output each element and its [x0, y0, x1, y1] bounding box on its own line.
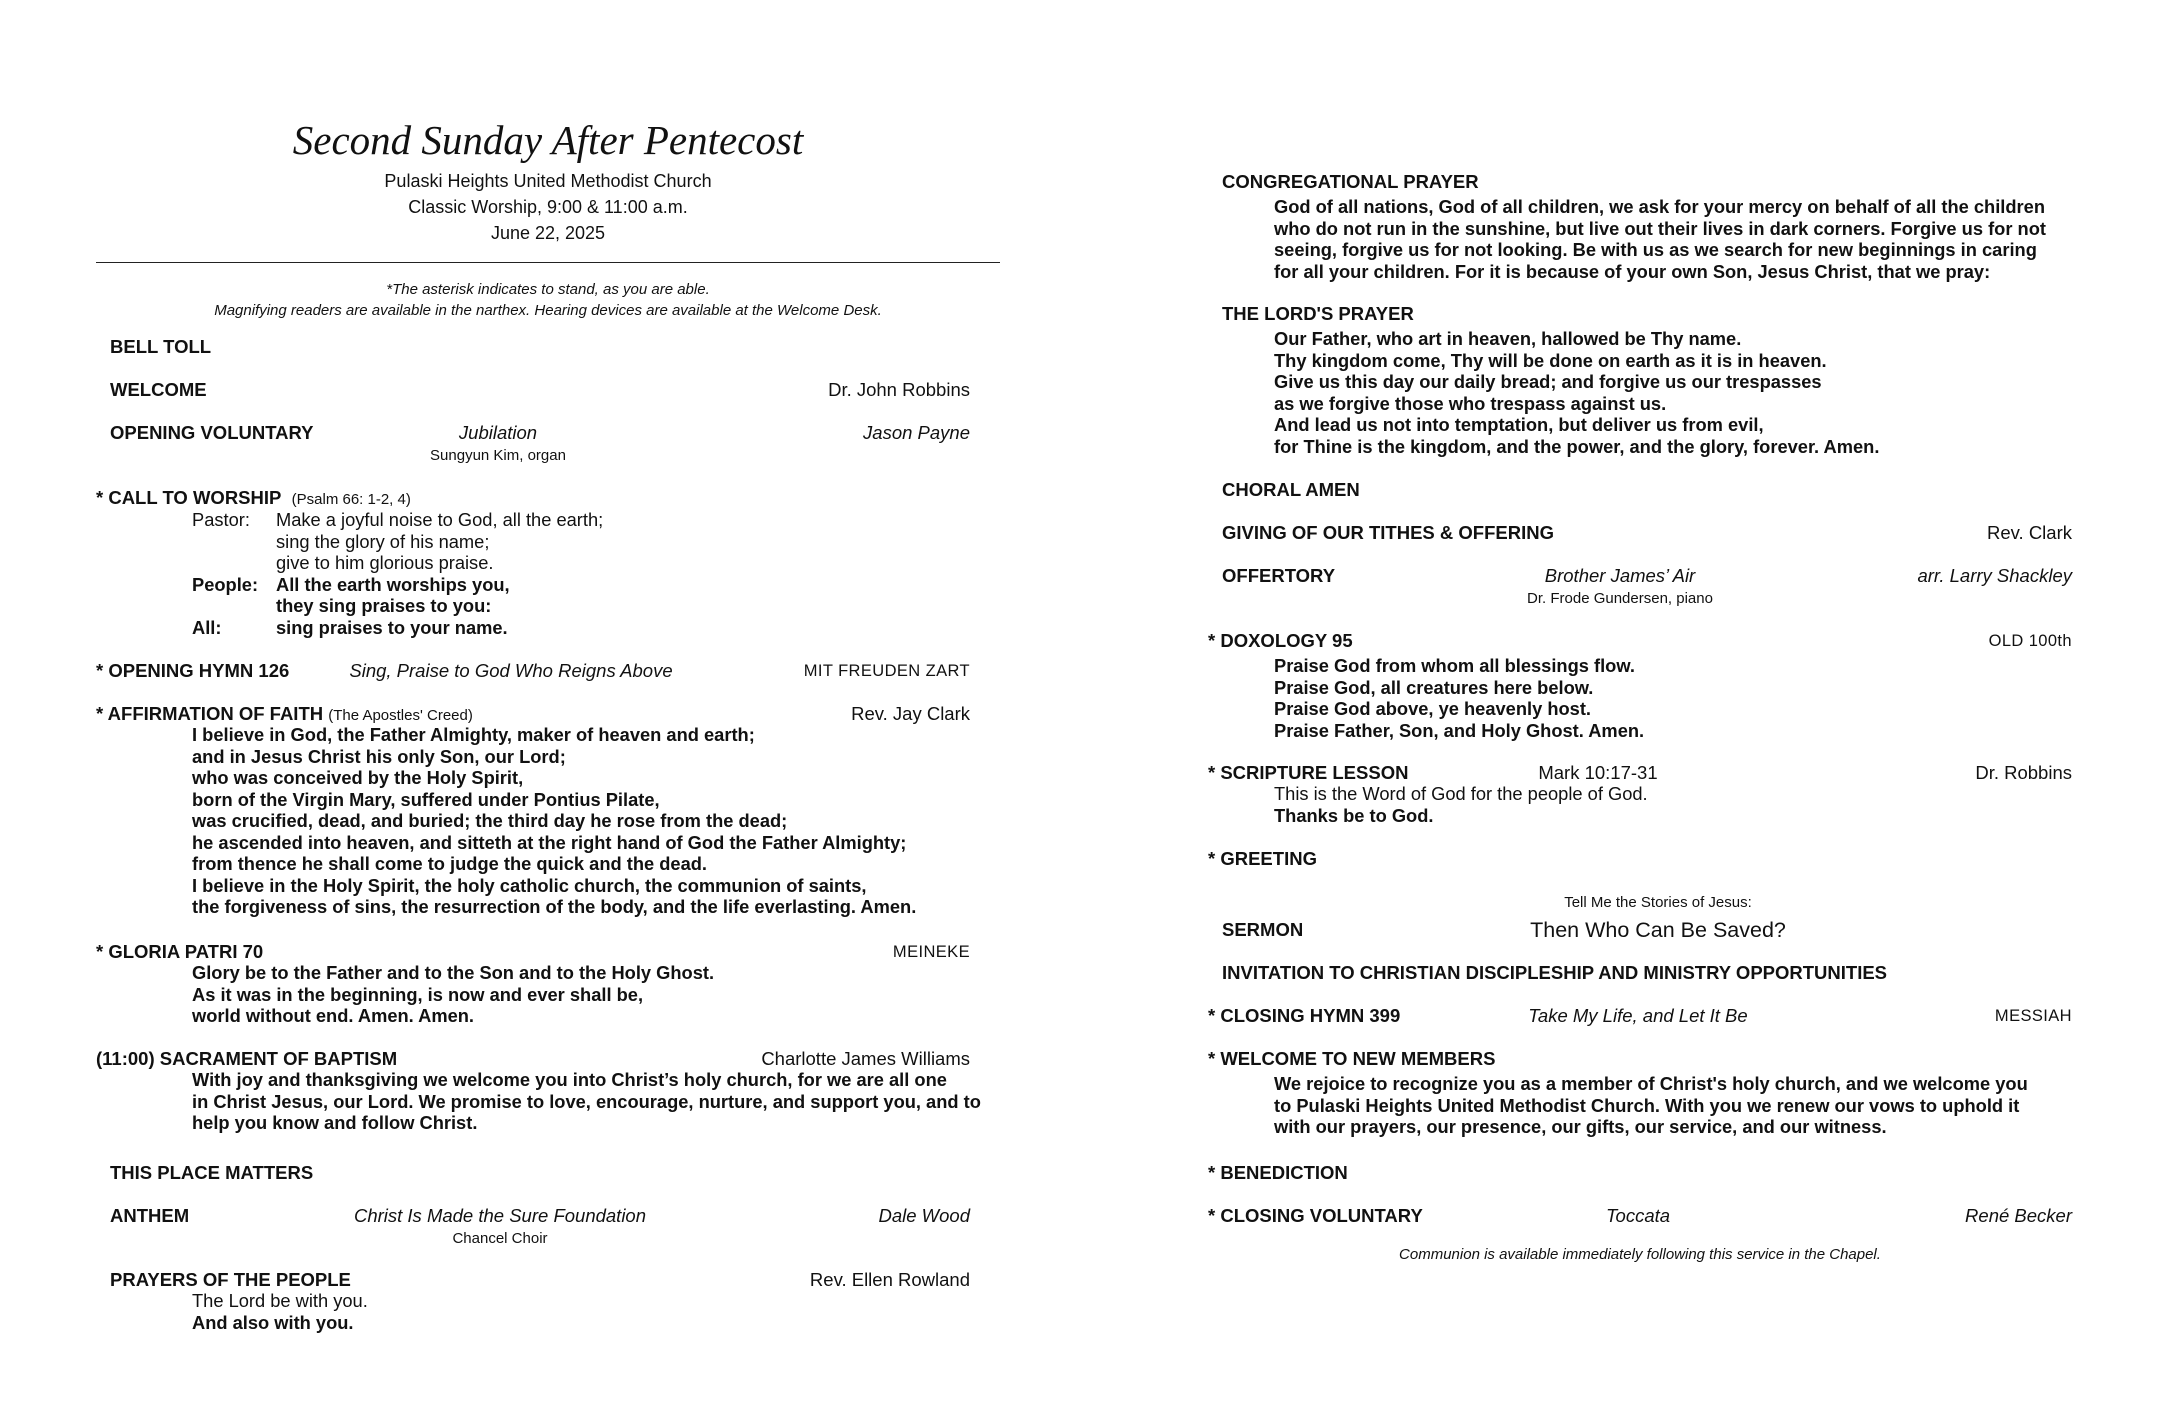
sermon-title: Then Who Can Be Saved?: [1530, 918, 1786, 942]
doxology-label: * DOXOLOGY 95: [1208, 630, 1353, 651]
doxology-tune: OLD 100th: [1988, 632, 2072, 650]
congregational-prayer-text: [1274, 196, 2046, 282]
doxology-line: Praise God, all creatures here below.: [1274, 676, 1594, 698]
baptism-name: Charlotte James Williams: [761, 1048, 970, 1069]
speaker-label: [192, 595, 276, 617]
closing-voluntary-composer: René Becker: [1965, 1205, 2072, 1226]
opening-voluntary-title: Jubilation: [458, 422, 538, 443]
lords-prayer-line: as we forgive those who trespass against us.: [1274, 392, 1667, 414]
response-text: they sing praises to you:: [276, 595, 492, 616]
scripture-leader: Dr. Robbins: [1975, 762, 2072, 783]
response-text: sing praises to your name.: [276, 616, 508, 638]
opening-hymn-title: Sing, Praise to God Who Reigns Above: [349, 660, 673, 681]
baptism-line: With joy and thanksgiving we welcome you into Christ’s holy church, for we are all one: [192, 1069, 947, 1090]
opening-voluntary-label: OPENING VOLUNTARY: [110, 422, 314, 443]
responsive-line: [192, 531, 603, 553]
creed-line: who was conceived by the Holy Spirit,: [192, 767, 524, 788]
welcome-row: [110, 376, 970, 404]
closing-hymn-row: [1208, 1002, 2072, 1030]
lords-prayer-line: Give us this day our daily bread; and forgive us our trespasses: [1274, 371, 1822, 392]
right-panel: [1208, 0, 2072, 1408]
opening-hymn-label: * OPENING HYMN 126: [96, 660, 290, 681]
creed-line: he ascended into heaven, and sitteth at the right hand of God the Father Almighty;: [192, 831, 907, 853]
service-times: Classic Worship, 9:00 & 11:00 a.m.: [408, 197, 688, 217]
doxology-line: Praise God from whom all blessings flow.: [1274, 655, 1635, 676]
benediction-label: * BENEDICTION: [1208, 1162, 1348, 1183]
offertory-composer: arr. Larry Shackley: [1917, 565, 2072, 586]
response-text: Make a joyful noise to God, all the earth;: [276, 509, 604, 530]
congregational-prayer-line: who do not run in the sunshine, but live out their lives in dark corners. Forgive us for not: [1274, 217, 2046, 239]
gloria-patri-label: * GLORIA PATRI 70: [96, 941, 264, 962]
new-members-text: [1274, 1073, 2028, 1138]
giving-leader: Rev. Clark: [1987, 522, 2072, 543]
giving-row: [1222, 519, 2072, 547]
scripture-line-2: Thanks be to God.: [1274, 804, 1434, 826]
offertory-title: Brother James’ Air: [1544, 565, 1696, 586]
creed-line: the forgiveness of sins, the resurrection of the body, and the life everlasting. Amen.: [192, 896, 917, 917]
service-title: Second Sunday After Pentecost: [292, 117, 804, 163]
bell-toll: [110, 333, 970, 361]
closing-voluntary-title: Toccata: [1605, 1205, 1671, 1226]
congregational-prayer-row: [1222, 168, 2072, 196]
apostles-creed-text: [192, 724, 916, 918]
invitation: [1222, 959, 2072, 987]
anthem-row: [110, 1202, 970, 1230]
lords-prayer-line: Thy kingdom come, Thy will be done on earth as it is in heaven.: [1274, 349, 1827, 371]
greeting-label: * GREETING: [1208, 848, 1317, 869]
lords-prayer-row: [1222, 300, 2072, 328]
opening-voluntary-row: [110, 419, 970, 447]
closing-hymn-title: Take My Life, and Let It Be: [1528, 1005, 1748, 1026]
sermon-row: [1222, 916, 2072, 944]
anthem-performer: Chancel Choir: [452, 1230, 548, 1247]
creed-line: was crucified, dead, and buried; the third day he rose from the dead;: [192, 810, 788, 831]
new-members-line: to Pulaski Heights United Methodist Church. With you we renew our vows to uphold it: [1274, 1094, 2020, 1116]
this-place-matters-label: THIS PLACE MATTERS: [110, 1162, 314, 1183]
new-members-row: [1208, 1045, 2072, 1073]
doxology-text: [1274, 655, 1644, 741]
anthem-title: Christ Is Made the Sure Foundation: [353, 1205, 647, 1226]
speaker-label: All:: [192, 616, 222, 638]
gloria-line: world without end. Amen. Amen.: [192, 1005, 475, 1026]
opening-hymn-tune: MIT FREUDEN ZART: [803, 662, 970, 680]
anthem-composer: Dale Wood: [878, 1205, 970, 1226]
responsive-line: [192, 617, 603, 639]
benediction: [1208, 1159, 2072, 1187]
prayers-line-2: And also with you.: [192, 1311, 354, 1333]
gloria-line: As it was in the beginning, is now and ever shall be,: [192, 983, 644, 1005]
offertory-row: [1222, 562, 2072, 590]
affirmation-leader: Rev. Jay Clark: [851, 703, 970, 724]
closing-hymn-label: * CLOSING HYMN 399: [1208, 1005, 1401, 1026]
choral-amen-label: CHORAL AMEN: [1222, 479, 1360, 500]
congregational-prayer-line: seeing, forgive us for not looking. Be with us as we search for new beginnings in caring: [1274, 239, 2037, 260]
church-name: Pulaski Heights United Methodist Church: [384, 171, 712, 191]
congregational-prayer-label: CONGREGATIONAL PRAYER: [1222, 171, 1479, 192]
response-text: sing the glory of his name;: [276, 530, 490, 552]
sermon-label: SERMON: [1222, 919, 1304, 940]
call-to-worship-row: [96, 484, 970, 512]
speaker-label: Pastor:: [192, 509, 250, 530]
responsive-line: [192, 574, 603, 596]
creed-line: I believe in God, the Father Almighty, maker of heaven and earth;: [192, 724, 755, 745]
welcome-leader: Dr. John Robbins: [828, 379, 970, 400]
congregational-prayer-line: God of all nations, God of all children, we ask for your mercy on behalf of all the children: [1274, 196, 2045, 217]
closing-hymn-tune: MESSIAH: [1994, 1007, 2072, 1025]
this-place-matters: [110, 1159, 970, 1187]
choral-amen: [1222, 476, 2072, 504]
prayers-label: PRAYERS OF THE PEOPLE: [110, 1269, 351, 1290]
response-text: All the earth worships you,: [276, 573, 510, 595]
creed-line: born of the Virgin Mary, suffered under Pontius Pilate,: [192, 788, 660, 810]
new-members-line: We rejoice to recognize you as a member of Christ's holy church, and we welcome you: [1274, 1073, 2028, 1094]
speaker-label: [192, 552, 276, 574]
responsive-line: [192, 509, 603, 531]
bell-toll-label: BELL TOLL: [110, 336, 212, 357]
speaker-label: People:: [192, 573, 259, 595]
response-text: give to him glorious praise.: [276, 552, 494, 573]
scripture-text: [1274, 783, 1648, 826]
prayers-text: [192, 1290, 368, 1333]
accessibility-note: Magnifying readers are available in the narthex. Hearing devices are available at the Welcome Desk.: [214, 302, 882, 319]
congregational-prayer-line: for all your children. For it is because of your own Son, Jesus Christ, that we pray:: [1274, 260, 1991, 282]
baptism-label: (11:00) SACRAMENT OF BAPTISM: [96, 1048, 398, 1069]
standing-note: *The asterisk indicates to stand, as you are able.: [386, 281, 710, 298]
responsive-line: [192, 595, 603, 617]
offertory-label: OFFERTORY: [1222, 565, 1336, 586]
doxology-row: [1208, 627, 2072, 655]
scripture-line-1: This is the Word of God for the people of God.: [1274, 783, 1648, 804]
welcome-label: WELCOME: [110, 379, 207, 400]
scripture-label: * SCRIPTURE LESSON: [1208, 762, 1409, 783]
lords-prayer-line: And lead us not into temptation, but deliver us from evil,: [1274, 414, 1764, 435]
creed-line: and in Jesus Christ his only Son, our Lord;: [192, 745, 566, 767]
baptism-line: help you know and follow Christ.: [192, 1112, 478, 1133]
giving-label: GIVING OF OUR TITHES & OFFERING: [1222, 522, 1554, 543]
lords-prayer-line: for Thine is the kingdom, and the power, and the glory, forever. Amen.: [1274, 435, 1880, 457]
service-date: June 22, 2025: [490, 223, 606, 243]
closing-voluntary-row: [1208, 1202, 2072, 1230]
affirmation-label: * AFFIRMATION OF FAITH (The Apostles' Creed): [96, 703, 473, 724]
closing-voluntary-label: * CLOSING VOLUNTARY: [1208, 1205, 1423, 1226]
new-members-label: * WELCOME TO NEW MEMBERS: [1208, 1048, 1496, 1069]
responsive-line: [192, 552, 603, 574]
baptism-text: [192, 1069, 981, 1134]
communion-footer: Communion is available immediately following this service in the Chapel.: [1399, 1246, 1881, 1263]
doxology-line: Praise Father, Son, and Holy Ghost. Amen.: [1274, 719, 1645, 741]
lords-prayer-label: THE LORD'S PRAYER: [1222, 303, 1414, 324]
left-panel: [96, 0, 1000, 1408]
creed-line: from thence he shall come to judge the quick and the dead.: [192, 853, 708, 874]
opening-voluntary-composer: Jason Payne: [863, 422, 970, 443]
offertory-performer: Dr. Frode Gundersen, piano: [1527, 590, 1713, 607]
call-to-worship-text: [192, 509, 603, 638]
invitation-label: INVITATION TO CHRISTIAN DISCIPLESHIP AND MINISTRY OPPORTUNITIES: [1222, 962, 1888, 983]
opening-voluntary-performer: Sungyun Kim, organ: [430, 447, 566, 464]
scripture-reference: Mark 10:17-31: [1538, 762, 1658, 783]
doxology-line: Praise God above, ye heavenly host.: [1274, 698, 1592, 719]
lords-prayer-line: Our Father, who art in heaven, hallowed be Thy name.: [1274, 328, 1742, 349]
opening-hymn-row: [96, 657, 970, 685]
header-divider: [96, 262, 1000, 263]
anthem-label: ANTHEM: [110, 1205, 190, 1226]
gloria-patri-text: [192, 962, 714, 1027]
lords-prayer-text: [1274, 328, 1879, 457]
gloria-line: Glory be to the Father and to the Son and to the Holy Ghost.: [192, 962, 715, 983]
speaker-label: [192, 531, 276, 553]
prayers-line-1: The Lord be with you.: [192, 1290, 368, 1311]
prayers-leader: Rev. Ellen Rowland: [809, 1269, 970, 1290]
greeting: [1208, 845, 2072, 873]
sermon-series: Tell Me the Stories of Jesus:: [1564, 894, 1752, 911]
creed-line: I believe in the Holy Spirit, the holy catholic church, the communion of saints,: [192, 874, 867, 896]
new-members-line: with our prayers, our presence, our gifts, our service, and our witness.: [1274, 1116, 1887, 1137]
call-to-worship-label: * CALL TO WORSHIP (Psalm 66: 1-2, 4): [96, 487, 411, 508]
baptism-line: in Christ Jesus, our Lord. We promise to love, encourage, nurture, and support you, and to: [192, 1090, 981, 1112]
gloria-patri-tune: MEINEKE: [892, 943, 970, 961]
